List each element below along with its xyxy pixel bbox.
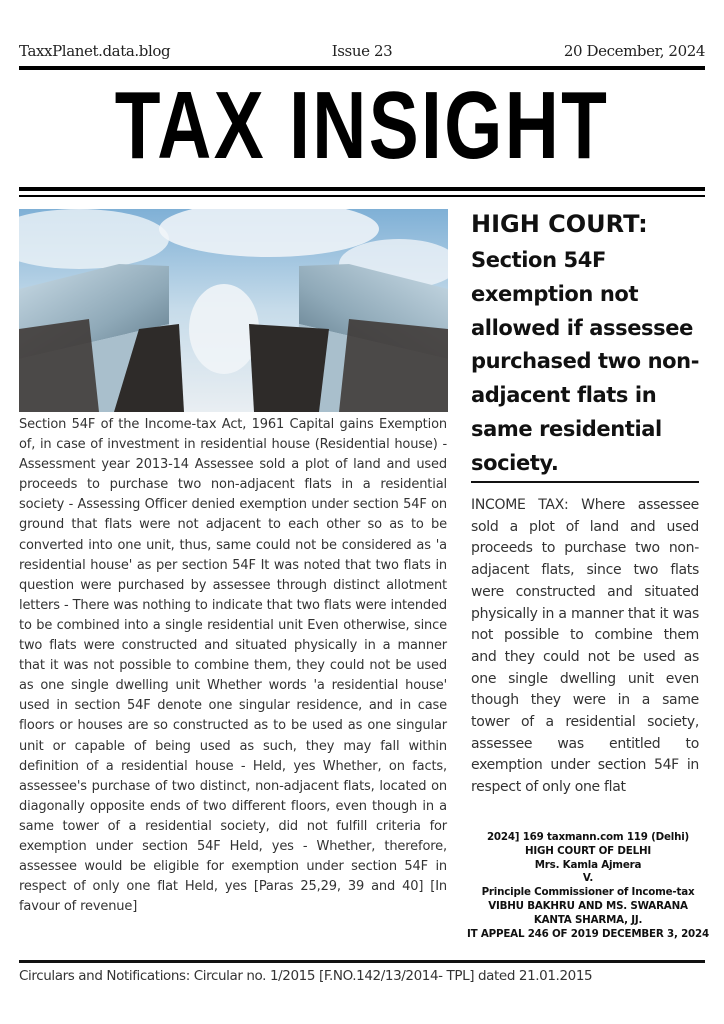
skyscrapers-illustration xyxy=(19,209,448,412)
citation-reference: 2024] 169 taxmann.com 119 (Delhi) xyxy=(486,831,690,843)
newsletter-title: TAX INSIGHT xyxy=(114,72,610,179)
citation-respondent: Principle Commissioner of Income-tax xyxy=(481,886,695,899)
citation-appeal: IT APPEAL 246 OF 2019 DECEMBER 3, 2024 xyxy=(467,927,709,940)
masthead-top-bar xyxy=(19,42,705,66)
title-divider-thin xyxy=(19,195,705,197)
site-name: TaxxPlanet.data.blog xyxy=(19,42,171,60)
case-citation xyxy=(462,831,714,941)
right-tower-side xyxy=(249,324,329,412)
issue-number: Issue 23 xyxy=(331,42,393,60)
citation-judges-line1: VIBHU BAKHRU AND MS. SWARANA xyxy=(488,899,688,912)
sidebar-summary: INCOME TAX: Where assessee sold a plot of land and used proceeds to purchase two non-adjacent flats, since two flats were constructed and situated physically in a manner that it was not possible to combine them and they could not be used as one single dwelling unit even though they were in a same tower of a residential society, assessee was entitled to exemption under section 54F in respect of only one flat xyxy=(471,497,699,796)
right-tower-windows xyxy=(339,319,448,412)
sidebar-heading: HIGH COURT: xyxy=(471,210,648,238)
sidebar-divider xyxy=(471,481,699,483)
citation-appellant: Mrs. Kamla Ajmera xyxy=(534,858,642,871)
masthead-divider xyxy=(19,66,705,70)
left-tower-windows xyxy=(19,319,99,412)
article-body: Section 54F of the Income-tax Act, 1961 Capital gains Exemption of, in case of investment in residential house (Residential house) - Assessment year 2013-14 Assessee sold a plot of land and used proceeds to purchase two non-adjacent flats in a residential society - Assessing Officer denied exemption under section 54F on ground that flats were not adjacent to each other so as to be converted into one unit, thus, same could not be considered as 'a residential house' as per section 54F It was noted that two flats in question were purchased by assessee through distinct allotment letters - There was nothing to indicate that two flats were intended to be combined into a single residential unit Even otherwise, since two flats were constructed and situated physically in a manner that it was not possible to combine them, they could not be used as one single dwelling unit Whether words 'a residential house' used in section 54F denote one singular residence, and in case floors or houses are so constructed as to be used as one singular unit or capable of being used as such, they may fall within definition of a residential house - Held, yes Whether, on facts, assessee's purchase of two distinct, non-adjacent flats, located on diagonally opposite ends of two different floors, even though in a same tower of a residential society, did not fulfill criteria for exemption under section 54F Held, yes - Whether, therefore, assessee would be eligible for exemption under section 54F in respect of only one flat Held, yes [Paras 25,29, 39 and 40] [In favour of revenue] xyxy=(19,417,447,915)
footer-divider xyxy=(19,960,705,963)
title-divider-thick xyxy=(19,187,705,191)
citation-judges-line2: KANTA SHARMA, JJ. xyxy=(533,913,643,926)
sidebar-headline: Section 54F exemption not allowed if assessee purchased two non-adjacent flats in same residential society. xyxy=(471,248,700,475)
citation-versus: V. xyxy=(582,872,594,885)
footer-note: Circulars and Notifications: Circular no. 1/2015 [F.NO.142/13/2014- TPL] dated 21.01.2015 xyxy=(19,968,593,984)
citation-court: HIGH COURT OF DELHI xyxy=(524,844,651,857)
cloud xyxy=(189,284,259,374)
hero-image xyxy=(19,209,448,412)
issue-date: 20 December, 2024 xyxy=(563,42,705,60)
